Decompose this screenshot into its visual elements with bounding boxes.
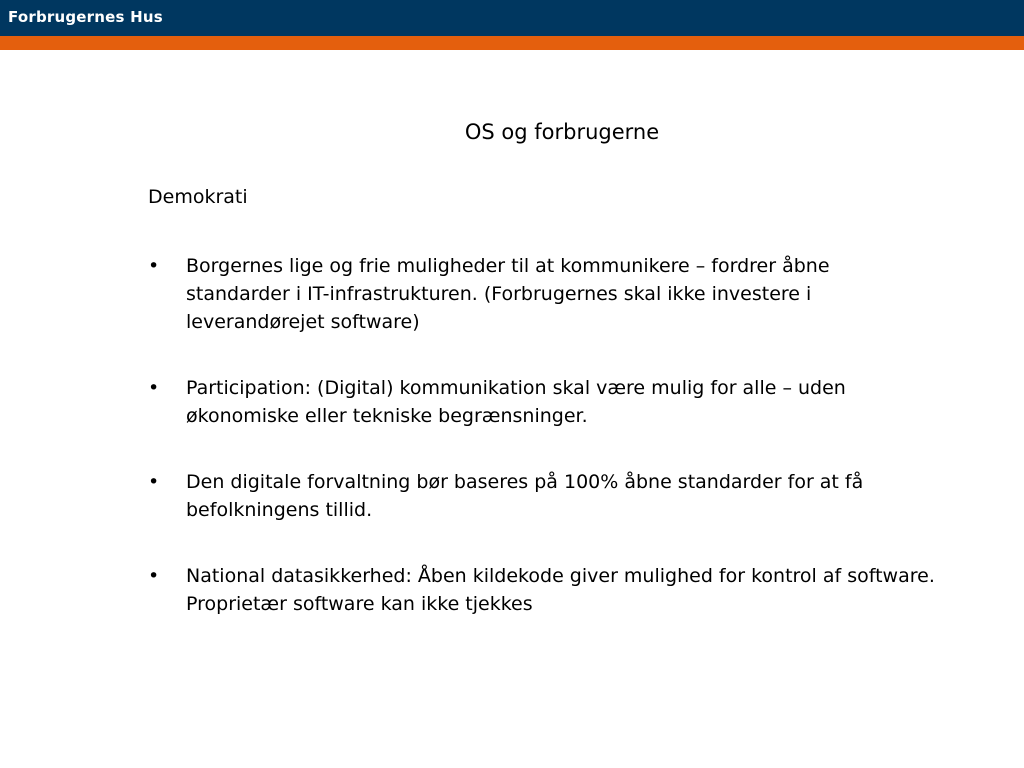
header-bar — [0, 0, 1024, 36]
bullet-item — [148, 252, 938, 336]
bullet-dot-icon: • — [148, 255, 160, 277]
bullet-dot-icon: • — [148, 471, 160, 493]
bullet-text: Den digitale forvaltning bør baseres på 100% åbne standarder for at få befolkningens tillid. — [186, 471, 864, 521]
bullet-item — [148, 468, 938, 524]
bullet-text: Participation: (Digital) kommunikation skal være mulig for alle – uden økonomiske eller tekniske begrænsninger. — [186, 377, 846, 427]
bullet-text: National datasikkerhed: Åben kildekode giver mulighed for kontrol af software. Proprietær software kan ikke tjekkes — [186, 565, 935, 615]
bullet-item — [148, 374, 938, 430]
slide-title-container — [0, 120, 1024, 144]
slide-title: OS og forbrugerne — [464, 120, 660, 144]
section-heading: Demokrati — [148, 186, 248, 208]
bullet-dot-icon: • — [148, 565, 160, 587]
accent-bar — [0, 36, 1024, 50]
bullet-dot-icon: • — [148, 377, 160, 399]
brand-logo: Forbrugernes Hus — [8, 8, 163, 26]
bullet-list — [148, 252, 938, 656]
bullet-text: Borgernes lige og frie muligheder til at kommunikere – fordrer åbne standarder i IT-infrastrukturen. (Forbrugernes skal ikke investere i leverandørejet software) — [186, 255, 830, 333]
bullet-item — [148, 562, 938, 618]
